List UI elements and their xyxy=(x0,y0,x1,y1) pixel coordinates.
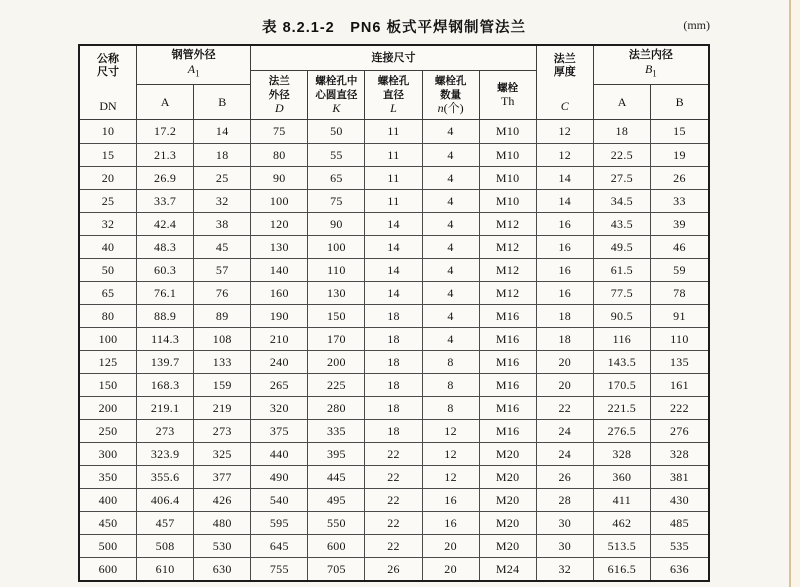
table-cell: 273 xyxy=(137,420,194,442)
scan-paper-edge xyxy=(790,0,800,587)
table-cell: M20 xyxy=(480,466,537,488)
table-cell: 130 xyxy=(251,236,308,258)
table-cell: 43.5 xyxy=(594,213,651,235)
header-bolt-count: 螺栓孔 数量 n(个) xyxy=(423,71,480,119)
table-cell: 300 xyxy=(80,443,137,465)
table-row xyxy=(80,396,708,419)
table-cell: 110 xyxy=(670,331,689,346)
table-cell: 328 xyxy=(669,446,689,461)
table-cell: 18 xyxy=(365,305,422,327)
table-cell: 39 xyxy=(673,216,686,231)
table-cell: 16 xyxy=(423,512,480,534)
table-cell: 630 xyxy=(194,558,251,580)
table-cell: 170 xyxy=(308,328,365,350)
table-cell: 159 xyxy=(194,374,251,396)
table-cell: 34.5 xyxy=(594,190,651,212)
table-caption-row xyxy=(78,16,710,38)
table-cell: 22 xyxy=(365,489,422,511)
table-cell: 323.9 xyxy=(137,443,194,465)
table-cell: 40 xyxy=(80,236,137,258)
table-cell: 190 xyxy=(251,305,308,327)
table-cell: 139.7 xyxy=(137,351,194,373)
table-cell: 381 xyxy=(669,469,689,484)
table-cell: 28 xyxy=(537,489,594,511)
table-cell: 19 xyxy=(673,147,686,162)
table-cell: 120 xyxy=(251,213,308,235)
table-cell: 38 xyxy=(194,213,251,235)
table-cell: 508 xyxy=(137,535,194,557)
table-cell: 18 xyxy=(365,397,422,419)
table-cell: 600 xyxy=(80,558,137,580)
table-cell: 26 xyxy=(673,170,686,185)
table-cell: 161 xyxy=(669,377,689,392)
table-cell: 360 xyxy=(594,466,651,488)
header-flange-bore-label: 法兰内径 xyxy=(628,49,673,62)
table-row xyxy=(80,419,708,442)
table-cell: 540 xyxy=(251,489,308,511)
table-cell: 150 xyxy=(308,305,365,327)
table-cell: 395 xyxy=(308,443,365,465)
table-cell: 16 xyxy=(537,259,594,281)
table-row xyxy=(80,327,708,350)
table-cell: 375 xyxy=(251,420,308,442)
table-cell: 265 xyxy=(251,374,308,396)
header-flange-thickness xyxy=(537,46,594,119)
header-flange-thickness-line1: 法兰 xyxy=(553,53,576,65)
table-cell: 14 xyxy=(194,120,251,143)
table-cell: M10 xyxy=(480,167,537,189)
table-cell: 225 xyxy=(308,374,365,396)
table-cell: 485 xyxy=(669,515,689,530)
table-cell: 440 xyxy=(251,443,308,465)
table-cell: 22 xyxy=(537,397,594,419)
table-cell: 4 xyxy=(423,282,480,304)
table-cell: 88.9 xyxy=(137,305,194,327)
table-cell: 80 xyxy=(251,144,308,166)
table-cell: 114.3 xyxy=(137,328,194,350)
table-cell: 273 xyxy=(194,420,251,442)
table-cell: 14 xyxy=(537,167,594,189)
table-cell: 32 xyxy=(194,190,251,212)
table-cell: 280 xyxy=(308,397,365,419)
table-cell: 18 xyxy=(365,328,422,350)
table-cell: 276 xyxy=(669,423,689,438)
unit-label: (mm) xyxy=(683,18,710,32)
table-cell: 12 xyxy=(423,443,480,465)
table-cell: 140 xyxy=(251,259,308,281)
table-cell: 27.5 xyxy=(594,167,651,189)
table-row xyxy=(80,258,708,281)
header-pipe-od-group xyxy=(137,46,251,119)
table-cell: 11 xyxy=(365,144,422,166)
table-cell: 4 xyxy=(423,236,480,258)
table-cell: 48.3 xyxy=(137,236,194,258)
table-cell: 328 xyxy=(594,443,651,465)
table-cell: 135 xyxy=(669,354,689,369)
table-cell: 645 xyxy=(251,535,308,557)
table-cell: 16 xyxy=(537,213,594,235)
header-flange-bore-col-b: B xyxy=(675,94,684,109)
table-cell: 15 xyxy=(673,124,686,138)
table-cell: 15 xyxy=(80,144,137,166)
header-nominal-size xyxy=(80,46,137,119)
table-cell: M16 xyxy=(480,397,537,419)
table-cell: 22 xyxy=(365,512,422,534)
table-body xyxy=(80,120,708,580)
table-cell: 45 xyxy=(194,236,251,258)
table-row xyxy=(80,488,708,511)
table-cell: M16 xyxy=(480,374,537,396)
table-cell: 200 xyxy=(80,397,137,419)
table-cell: 513.5 xyxy=(594,535,651,557)
table-cell: 325 xyxy=(194,443,251,465)
table-cell: M12 xyxy=(480,259,537,281)
table-cell: 30 xyxy=(537,512,594,534)
table-cell: M10 xyxy=(480,120,537,143)
table-cell: 11 xyxy=(365,120,422,143)
table-row xyxy=(80,350,708,373)
table-cell: 221.5 xyxy=(594,397,651,419)
table-cell: 65 xyxy=(308,167,365,189)
table-cell: 8 xyxy=(423,351,480,373)
table-cell: 535 xyxy=(669,538,689,553)
header-bolt-circle: 螺栓孔中 心圆直径 K xyxy=(308,71,365,119)
table-cell: 33.7 xyxy=(137,190,194,212)
table-cell: 26 xyxy=(537,466,594,488)
header-nominal-size-symbol: DN xyxy=(99,99,117,113)
table-cell: M20 xyxy=(480,443,537,465)
table-cell: 12 xyxy=(537,144,594,166)
table-cell: 30 xyxy=(537,535,594,557)
table-cell: 16 xyxy=(423,489,480,511)
table-cell: 462 xyxy=(594,512,651,534)
table-row xyxy=(80,212,708,235)
header-bolt-hole-dia: 螺栓孔 直径 L xyxy=(365,71,422,119)
table-cell: 430 xyxy=(669,492,689,507)
table-cell: 320 xyxy=(251,397,308,419)
scan-paper-edge-line xyxy=(789,0,791,587)
table-cell: 26.9 xyxy=(137,167,194,189)
header-flange-thickness-symbol: C xyxy=(560,99,569,113)
header-connection-group xyxy=(251,46,536,119)
table-cell: 24 xyxy=(537,443,594,465)
table-cell: M12 xyxy=(480,213,537,235)
table-cell: 457 xyxy=(137,512,194,534)
table-cell: 14 xyxy=(365,282,422,304)
table-cell: 4 xyxy=(423,190,480,212)
table-cell: 75 xyxy=(308,190,365,212)
table-cell: 130 xyxy=(308,282,365,304)
table-cell: 33 xyxy=(673,193,686,208)
table-cell: 14 xyxy=(365,236,422,258)
table-cell: M20 xyxy=(480,512,537,534)
table-cell: 480 xyxy=(194,512,251,534)
table-cell: 22 xyxy=(365,466,422,488)
header-flange-bore-symbol: $B_1$ xyxy=(644,62,657,79)
table-cell: 143.5 xyxy=(594,351,651,373)
table-cell: 20 xyxy=(423,535,480,557)
table-cell: 110 xyxy=(308,259,365,281)
table-cell: 240 xyxy=(251,351,308,373)
table-cell: M24 xyxy=(480,558,537,580)
table-cell: 133 xyxy=(194,351,251,373)
table-cell: 17.2 xyxy=(137,120,194,143)
table-cell: 616.5 xyxy=(594,558,651,580)
table-cell: M16 xyxy=(480,420,537,442)
table-cell: 595 xyxy=(251,512,308,534)
table-row xyxy=(80,511,708,534)
table-cell: 25 xyxy=(80,190,137,212)
table-cell: 411 xyxy=(594,489,651,511)
table-title: 表 8.2.1-2 PN6 板式平焊钢制管法兰 xyxy=(262,20,526,36)
table-cell: 65 xyxy=(80,282,137,304)
table-row xyxy=(80,166,708,189)
table-cell: 170.5 xyxy=(594,374,651,396)
table-cell: 22.5 xyxy=(594,144,651,166)
table-cell: 80 xyxy=(80,305,137,327)
table-cell: 18 xyxy=(365,374,422,396)
table-cell: 76.1 xyxy=(137,282,194,304)
header-nominal-size-line2: 尺寸 xyxy=(97,66,120,78)
table-cell: 26 xyxy=(365,558,422,580)
table-cell: 160 xyxy=(251,282,308,304)
table-cell: 32 xyxy=(537,558,594,580)
table-cell: 705 xyxy=(308,558,365,580)
table-row xyxy=(80,557,708,580)
table-cell: 426 xyxy=(194,489,251,511)
table-cell: 4 xyxy=(423,305,480,327)
table-cell: 59 xyxy=(673,262,686,277)
table-cell: 12 xyxy=(537,120,594,143)
table-cell: M10 xyxy=(480,190,537,212)
table-cell: 18 xyxy=(365,420,422,442)
table-cell: 168.3 xyxy=(137,374,194,396)
table-cell: 55 xyxy=(308,144,365,166)
table-cell: 377 xyxy=(194,466,251,488)
table-cell: M12 xyxy=(480,236,537,258)
table-cell: 610 xyxy=(137,558,194,580)
table-cell: 8 xyxy=(423,397,480,419)
table-cell: 445 xyxy=(308,466,365,488)
table-cell: 12 xyxy=(423,420,480,442)
table-cell: 75 xyxy=(251,120,308,143)
table-cell: M20 xyxy=(480,489,537,511)
table-cell: 11 xyxy=(365,190,422,212)
table-cell: 18 xyxy=(365,351,422,373)
table-cell: M20 xyxy=(480,535,537,557)
table-cell: 276.5 xyxy=(594,420,651,442)
table-cell: 16 xyxy=(537,282,594,304)
table-cell: 21.3 xyxy=(137,144,194,166)
table-cell: M10 xyxy=(480,144,537,166)
table-cell: 77.5 xyxy=(594,282,651,304)
table-cell: 4 xyxy=(423,213,480,235)
table-cell: 18 xyxy=(537,305,594,327)
table-cell: 50 xyxy=(308,120,365,143)
table-cell: 90 xyxy=(308,213,365,235)
table-header xyxy=(80,46,708,120)
table-cell: M16 xyxy=(480,305,537,327)
table-cell: 22 xyxy=(365,535,422,557)
table-cell: 100 xyxy=(251,190,308,212)
table-cell: 14 xyxy=(537,190,594,212)
table-row xyxy=(80,465,708,488)
table-cell: 219.1 xyxy=(137,397,194,419)
table-cell: 200 xyxy=(308,351,365,373)
header-pipe-od-symbol: $A_1$ xyxy=(187,62,200,79)
table-cell: 4 xyxy=(423,120,480,143)
table-cell: 89 xyxy=(194,305,251,327)
table-cell: 4 xyxy=(423,144,480,166)
table-cell: 8 xyxy=(423,374,480,396)
table-cell: 11 xyxy=(365,167,422,189)
header-bolt-thread: 螺栓 Th xyxy=(497,81,519,109)
table-cell: 20 xyxy=(423,558,480,580)
header-flange-thickness-line2: 厚度 xyxy=(553,66,576,78)
table-cell: 14 xyxy=(365,213,422,235)
table-cell: 355.6 xyxy=(137,466,194,488)
table-cell: 50 xyxy=(80,259,137,281)
table-cell: 18 xyxy=(194,144,251,166)
table-cell: 400 xyxy=(80,489,137,511)
table-cell: 108 xyxy=(194,328,251,350)
table-cell: 222 xyxy=(669,400,689,415)
table-cell: 49.5 xyxy=(594,236,651,258)
table-cell: 90 xyxy=(251,167,308,189)
table-cell: 450 xyxy=(80,512,137,534)
table-cell: 20 xyxy=(537,374,594,396)
table-cell: 91 xyxy=(673,308,686,323)
table-cell: 219 xyxy=(194,397,251,419)
table-cell: 500 xyxy=(80,535,137,557)
table-cell: 100 xyxy=(308,236,365,258)
table-cell: 16 xyxy=(537,236,594,258)
table-cell: 90.5 xyxy=(594,305,651,327)
header-pipe-od-label: 钢管外径 xyxy=(171,49,216,62)
table-cell: 12 xyxy=(423,466,480,488)
table-cell: M16 xyxy=(480,328,537,350)
table-row xyxy=(80,442,708,465)
header-flange-bore-group xyxy=(594,46,708,119)
header-nominal-size-line1: 公称 xyxy=(97,53,120,65)
table-cell: 18 xyxy=(537,328,594,350)
table-cell: 335 xyxy=(308,420,365,442)
table-cell: 406.4 xyxy=(137,489,194,511)
table-cell: 4 xyxy=(423,167,480,189)
table-cell: 25 xyxy=(194,167,251,189)
table-cell: 61.5 xyxy=(594,259,651,281)
table-cell: 4 xyxy=(423,328,480,350)
table-cell: 600 xyxy=(308,535,365,557)
table-row xyxy=(80,189,708,212)
table-cell: 32 xyxy=(80,213,137,235)
header-pipe-od-col-a: A xyxy=(137,85,194,119)
header-flange-bore-col-a: A xyxy=(594,85,652,119)
table-cell: 495 xyxy=(308,489,365,511)
table-cell: 22 xyxy=(365,443,422,465)
table-cell: 42.4 xyxy=(137,213,194,235)
table-cell: 18 xyxy=(594,120,651,143)
table-row xyxy=(80,373,708,396)
table-row xyxy=(80,235,708,258)
table-cell: 210 xyxy=(251,328,308,350)
table-cell: 78 xyxy=(673,285,686,300)
table-cell: 350 xyxy=(80,466,137,488)
table-cell: 490 xyxy=(251,466,308,488)
table-cell: 250 xyxy=(80,420,137,442)
table-cell: 20 xyxy=(537,351,594,373)
table-cell: 100 xyxy=(80,328,137,350)
header-flange-od: 法兰 外径 D xyxy=(251,71,308,119)
table-cell: 10 xyxy=(80,120,137,143)
table-cell: 636 xyxy=(669,561,689,576)
table-cell: 60.3 xyxy=(137,259,194,281)
table-row xyxy=(80,143,708,166)
table-cell: 14 xyxy=(365,259,422,281)
table-cell: M16 xyxy=(480,351,537,373)
table-row xyxy=(80,281,708,304)
flange-dimension-table xyxy=(78,44,710,582)
table-cell: 46 xyxy=(673,239,686,254)
table-row xyxy=(80,304,708,327)
table-cell: 24 xyxy=(537,420,594,442)
table-cell: 125 xyxy=(80,351,137,373)
table-cell: 530 xyxy=(194,535,251,557)
table-cell: 20 xyxy=(80,167,137,189)
table-cell: 4 xyxy=(423,259,480,281)
header-connection-label: 连接尺寸 xyxy=(371,51,416,64)
table-cell: 57 xyxy=(194,259,251,281)
table-row xyxy=(80,120,708,143)
table-cell: 76 xyxy=(194,282,251,304)
table-cell: 150 xyxy=(80,374,137,396)
table-cell: M12 xyxy=(480,282,537,304)
table-row xyxy=(80,534,708,557)
table-cell: 550 xyxy=(308,512,365,534)
table-cell: 755 xyxy=(251,558,308,580)
table-cell: 116 xyxy=(594,328,651,350)
header-pipe-od-col-b: B xyxy=(218,94,227,109)
